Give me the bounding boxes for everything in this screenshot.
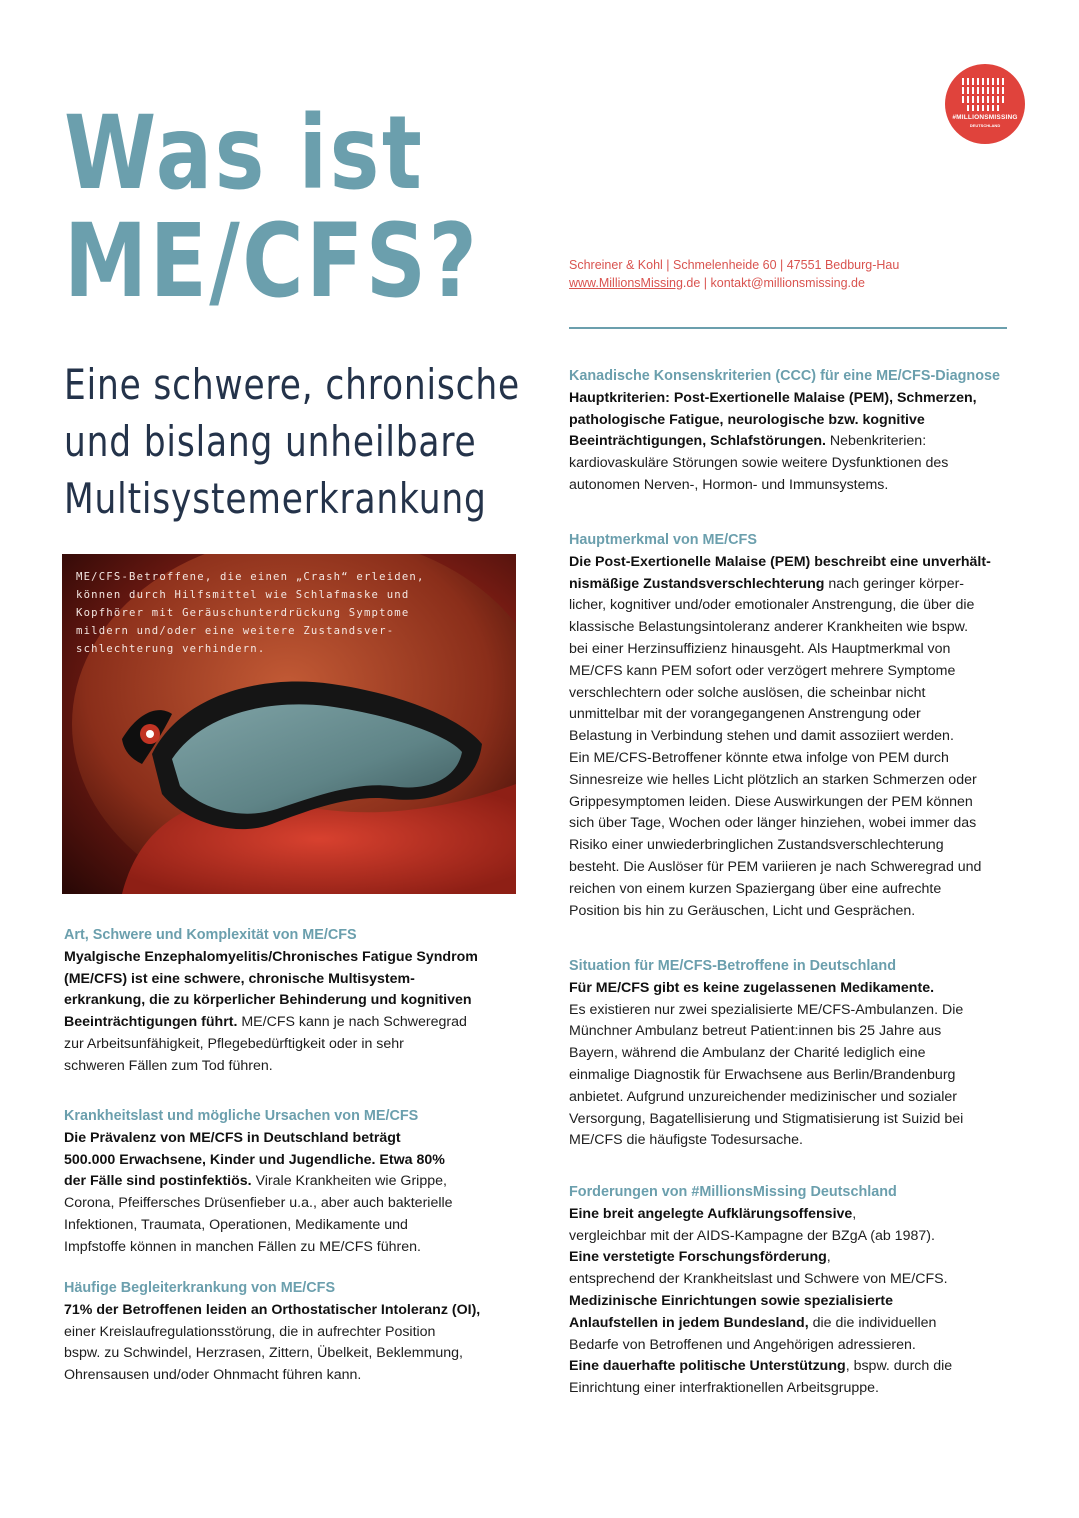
website-link[interactable]: www.MillionsMissing xyxy=(569,276,683,290)
regular-text: licher, kognitiver und/oder emotionaler Anstrengung, die über die xyxy=(569,597,975,614)
section-text-line xyxy=(569,639,1039,661)
caption-line: ME/CFS-Betroffene, die einen „Crash“ erleiden, xyxy=(76,571,425,583)
regular-text: sich über Tage, Wochen oder länger hinziehen, wobei immer das xyxy=(569,815,977,832)
bold-text: Die Prävalenz von ME/CFS in Deutschland beträgt xyxy=(64,1129,401,1146)
regular-text: Einrichtung einer interfraktionellen Arbeitsgruppe. xyxy=(569,1380,879,1397)
section-text-line xyxy=(64,1034,534,1056)
section-text-line xyxy=(569,431,1039,453)
regular-text: zur Arbeitsunfähigkeit, Pflegebedürftigkeit oder in sehr xyxy=(64,1035,404,1052)
section-text-line xyxy=(569,813,1039,835)
section-text-line xyxy=(569,1130,1039,1152)
section-text-line xyxy=(64,990,534,1012)
bold-text: Anlaufstellen in jedem Bundesland, xyxy=(569,1314,809,1331)
page-subtitle-line: Eine schwere, chronische xyxy=(64,360,521,409)
regular-text: bei einer Herzinsuffizienz hinausgeht. Als Hauptmerkmal von xyxy=(569,640,951,657)
section-text-line xyxy=(64,1343,534,1365)
caption-line: mildern und/oder eine weitere Zustandsver- xyxy=(76,625,395,637)
section-begleiterkrankung xyxy=(64,1278,534,1387)
section-heading: Art, Schwere und Komplexität von ME/CFS xyxy=(64,927,357,943)
email-link[interactable]: kontakt@millionsmissing.de xyxy=(710,276,865,290)
regular-text: Bayern, während die Ambulanz der Charité lediglich eine xyxy=(569,1045,926,1062)
regular-text: vergleichbar mit der AIDS-Kampagne der BZgA (ab 1987). xyxy=(569,1227,935,1244)
section-text-line xyxy=(569,1065,1039,1087)
regular-text: , xyxy=(826,1249,831,1266)
section-text-line xyxy=(64,969,534,991)
regular-text: Sinnesreize wie helles Licht plötzlich an starken Schmerzen oder xyxy=(569,771,977,788)
section-text-line xyxy=(569,835,1039,857)
section-text-line xyxy=(569,704,1039,726)
section-text-line xyxy=(569,595,1039,617)
section-text-line xyxy=(569,726,1039,748)
regular-text: Grippesymptomen leiden. Diese Auswirkungen der PEM können xyxy=(569,793,973,810)
section-text-line xyxy=(569,770,1039,792)
section-text-line xyxy=(569,1000,1039,1022)
caption-line: Kopfhörer mit Geräuschunterdrückung Symptome xyxy=(76,607,410,619)
section-krankheitslast xyxy=(64,1106,534,1259)
section-text-line xyxy=(569,748,1039,770)
regular-text: Infektionen, Traumata, Operationen, Medikamente und xyxy=(64,1216,408,1233)
address: Schreiner & Kohl | Schmelenheide 60 | 47551 Bedburg-Hau xyxy=(569,258,900,272)
section-heading: Forderungen von #MillionsMissing Deutschland xyxy=(569,1184,897,1200)
section-text-line xyxy=(64,1365,534,1387)
regular-text: besteht. Die Auslöser für PEM variieren je nach Schweregrad und xyxy=(569,858,982,875)
section-text-line xyxy=(569,453,1039,475)
section-text-line xyxy=(569,879,1039,901)
section-text-line xyxy=(64,1150,534,1172)
regular-text: ME/CFS kann je nach Schweregrad xyxy=(237,1014,467,1031)
page-subtitle-line: Multisystemerkrankung xyxy=(64,474,487,523)
regular-text: Virale Krankheiten wie Grippe, xyxy=(251,1173,447,1190)
contact-block xyxy=(569,256,1029,292)
photo-sleep-mask xyxy=(62,554,516,894)
bold-text: pathologische Fatigue, neurologische bzw. kognitive xyxy=(569,411,925,428)
section-text-line xyxy=(64,1056,534,1078)
bold-text: Myalgische Enzephalomyelitis/Chronisches Fatigue Syndrom xyxy=(64,948,478,965)
section-hauptmerkmal xyxy=(569,530,1039,922)
bold-text: Die Post-Exertionelle Malaise (PEM) beschreibt eine unverhält- xyxy=(569,553,991,570)
regular-text: Belastung in Verbindung stehen und damit assoziiert werden. xyxy=(569,728,954,745)
section-text-line xyxy=(569,683,1039,705)
regular-text: autonomen Nerven-, Hormon- und Immunsystems. xyxy=(569,476,889,493)
section-text-line xyxy=(569,1313,1039,1335)
regular-text: einmalige Diagnostik für Erwachsene aus Berlin/Brandenburg xyxy=(569,1066,956,1083)
millionsmissing-logo xyxy=(945,64,1025,144)
separator: | xyxy=(700,276,711,290)
section-text-line xyxy=(64,1012,534,1034)
section-text-line xyxy=(64,947,534,969)
section-text-line xyxy=(569,574,1039,596)
section-text-line xyxy=(569,661,1039,683)
section-text-line xyxy=(569,617,1039,639)
section-text-line xyxy=(64,1171,534,1193)
divider xyxy=(569,327,1007,329)
section-text-line xyxy=(64,1300,534,1322)
section-text-line xyxy=(569,388,1039,410)
section-situation xyxy=(569,956,1039,1152)
section-text-line xyxy=(569,857,1039,879)
section-text-line xyxy=(569,1291,1039,1313)
bold-text: 500.000 Erwachsene, Kinder und Jugendliche. Etwa 80% xyxy=(64,1151,445,1168)
regular-text: entsprechend der Krankheitslast und Schwere von ME/CFS. xyxy=(569,1271,948,1288)
regular-text: reichen von einem kurzen Spaziergang über eine aufrechte xyxy=(569,880,942,897)
section-art xyxy=(64,925,534,1078)
regular-text: Versorgung, Bagatellisierung und Stigmatisierung ist Suizid bei xyxy=(569,1110,964,1127)
section-text-line xyxy=(569,978,1039,1000)
section-text-line xyxy=(569,410,1039,432)
regular-text: Ein ME/CFS-Betroffener könnte etwa infolge von PEM durch xyxy=(569,749,949,766)
regular-text: schweren Fällen zum Tod führen. xyxy=(64,1057,273,1074)
bold-text: erkrankung, die zu körperlicher Behinderung und kognitiven xyxy=(64,992,472,1009)
regular-text: Es existieren nur zwei spezialisierte ME/CFS-Ambulanzen. Die xyxy=(569,1001,964,1018)
section-heading: Häufige Begleiterkrankung von ME/CFS xyxy=(64,1280,336,1296)
section-text-line xyxy=(569,1335,1039,1357)
section-text-line xyxy=(569,1087,1039,1109)
page-title xyxy=(64,94,480,321)
section-text-line xyxy=(64,1322,534,1344)
regular-text: bspw. zu Schwindel, Herzrasen, Zittern, Übelkeit, Beklemmung, xyxy=(64,1345,463,1362)
regular-text: Nebenkriterien: xyxy=(825,433,927,450)
section-text-line xyxy=(569,1269,1039,1291)
bold-text: Eine breit angelegte Aufklärungsoffensive xyxy=(569,1205,853,1222)
bold-text: Für ME/CFS gibt es keine zugelassenen Medikamente. xyxy=(569,979,935,996)
regular-text: Münchner Ambulanz betreut Patient:innen bis 25 Jahre aus xyxy=(569,1023,942,1040)
bold-text: Medizinische Einrichtungen sowie spezialisierte xyxy=(569,1292,894,1309)
people-figures-icon xyxy=(960,76,1010,112)
regular-text: Bedarfe von Betroffenen und Angehörigen adressieren. xyxy=(569,1336,916,1353)
regular-text: unmittelbar mit der vorangegangenen Anstrengung oder xyxy=(569,706,921,723)
section-text-line xyxy=(569,1021,1039,1043)
regular-text: kardiovaskuläre Störungen sowie weitere Dysfunktionen des xyxy=(569,455,949,472)
section-heading: Krankheitslast und mögliche Ursachen von ME/CFS xyxy=(64,1108,419,1124)
section-text-line xyxy=(569,1204,1039,1226)
section-heading: Situation für ME/CFS-Betroffene in Deutschland xyxy=(569,958,896,974)
regular-text: ME/CFS kann PEM sofort oder verzögert mehrere Symptome xyxy=(569,662,956,679)
photo-caption xyxy=(76,568,506,658)
section-text-line xyxy=(569,475,1039,497)
section-text-line xyxy=(64,1215,534,1237)
regular-text: verschlechtern oder solche auslösen, die scheinbar nicht xyxy=(569,684,926,701)
regular-text: anbietet. Aufgrund unzureichender medizinischer und sozialer xyxy=(569,1088,958,1105)
regular-text: , bspw. durch die xyxy=(845,1358,953,1375)
page-title-line: Was ist xyxy=(64,94,425,213)
page-title-line: ME/CFS? xyxy=(64,202,480,321)
section-text-line xyxy=(64,1237,534,1259)
regular-text: , xyxy=(852,1205,857,1222)
section-ccc xyxy=(569,366,1039,497)
caption-line: schlechterung verhindern. xyxy=(76,643,266,655)
section-text-line xyxy=(569,1247,1039,1269)
logo-text: #MILLIONSMISSING xyxy=(952,114,1018,121)
section-text-line xyxy=(569,1109,1039,1131)
section-text-line xyxy=(64,1128,534,1150)
bold-text: nismäßige Zustandsverschlechterung xyxy=(569,575,825,592)
bold-text: Beeinträchtigungen, Schlafstörungen. xyxy=(569,433,826,450)
section-heading: Kanadische Konsenskriterien (CCC) für eine ME/CFS-Diagnose xyxy=(569,368,1001,384)
website-tld: .de xyxy=(682,276,701,290)
bold-text: Hauptkriterien: Post-Exertionelle Malaise (PEM), Schmerzen, xyxy=(569,389,977,406)
regular-text: klassische Belastungsintoleranz anderer Krankheiten wie bspw. xyxy=(569,619,969,636)
regular-text: nach geringer körper- xyxy=(824,575,965,592)
page-subtitle xyxy=(64,356,521,527)
section-text-line xyxy=(569,1226,1039,1248)
section-text-line xyxy=(569,1043,1039,1065)
bold-text: (ME/CFS) ist eine schwere, chronische Multisystem- xyxy=(64,970,415,987)
section-text-line xyxy=(64,1193,534,1215)
regular-text: ME/CFS die häufigste Todesursache. xyxy=(569,1132,803,1149)
contact-links xyxy=(569,274,1029,292)
section-text-line xyxy=(569,1356,1039,1378)
regular-text: Corona, Pfeiffersches Drüsenfieber u.a., aber auch bakterielle xyxy=(64,1195,453,1212)
bold-text: Eine dauerhafte politische Unterstützung xyxy=(569,1358,846,1375)
regular-text: Impfstoffe können in manchen Fällen zu ME/CFS führen. xyxy=(64,1238,421,1255)
regular-text: die die individuellen xyxy=(808,1314,937,1331)
section-forderungen xyxy=(569,1182,1039,1400)
bold-text: Beeinträchtigungen führt. xyxy=(64,1014,238,1031)
bold-text: der Fälle sind postinfektiös. xyxy=(64,1173,252,1190)
page-subtitle-line: und bislang unheilbare xyxy=(64,417,477,466)
logo-subtext: DEUTSCHLAND xyxy=(969,123,1001,128)
section-heading: Hauptmerkmal von ME/CFS xyxy=(569,532,757,548)
regular-text: Ohrensausen und/oder Ohnmacht führen kann. xyxy=(64,1367,362,1384)
section-text-line xyxy=(569,901,1039,923)
caption-line: können durch Hilfsmittel wie Schlafmaske und xyxy=(76,589,410,601)
section-text-line xyxy=(569,792,1039,814)
regular-text: einer Kreislaufregulationsstörung, die in aufrechter Position xyxy=(64,1323,436,1340)
section-text-line xyxy=(569,552,1039,574)
regular-text: Position bis hin zu Geräuschen, Licht und Gesprächen. xyxy=(569,902,916,919)
section-text-line xyxy=(569,1378,1039,1400)
bold-text: Eine verstetigte Forschungsförderung xyxy=(569,1249,827,1266)
bold-text: 71% der Betroffenen leiden an Orthostatischer Intoleranz (OI), xyxy=(64,1301,481,1318)
regular-text: Risiko einer unwiederbringlichen Zustandsverschlechterung xyxy=(569,837,944,854)
